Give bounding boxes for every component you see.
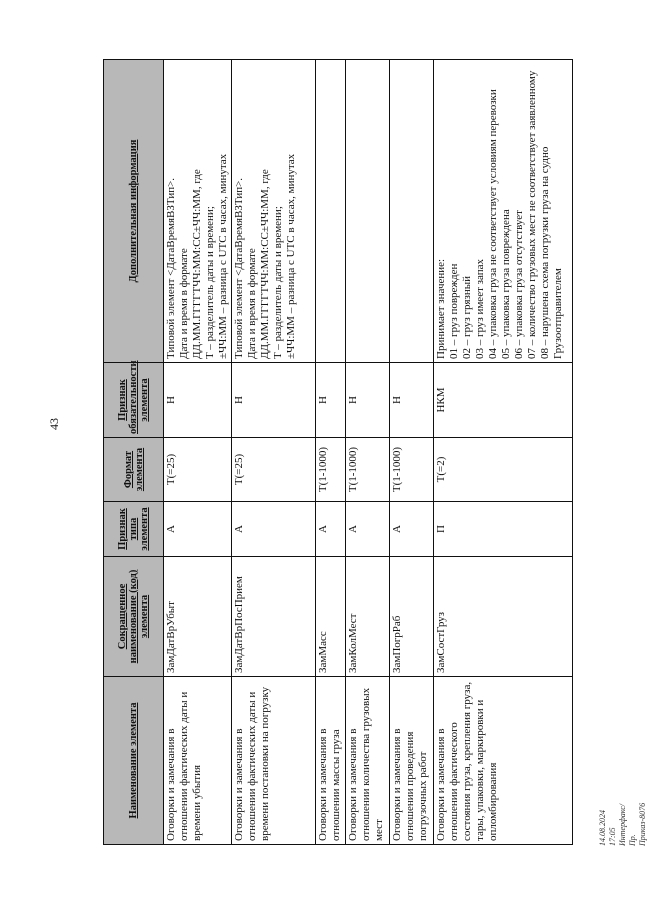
- cell-name: Оговорки и замечания в отношении фактических даты и времени убытия: [164, 677, 232, 845]
- cell-format: T(1-1000): [390, 438, 434, 502]
- header-name: Наименование элемента: [104, 677, 164, 845]
- cell-code: ЗамДатВрПосПрием: [232, 557, 316, 677]
- cell-name: Оговорки и замечания в отношении фактических даты и времени постановки на погрузку: [232, 677, 316, 845]
- cell-info: Принимает значение: 01 – груз поврежден 02 – груз грязный 03 – груз имеет запах 04 – упаковка груза не соответствует условиям перевозки 05 – упаковка груза повреждена 06 – упаковка груза отсутствует 07 – количество грузовых мест не соответствует заявленному 08 – нарушена схема погрузки груза на судно Грузоотправителем: [434, 60, 573, 363]
- table-row: [434, 60, 573, 845]
- cell-format: T(=25): [232, 438, 316, 502]
- cell-code: ЗамПогрРаб: [390, 557, 434, 677]
- cell-format: T(1-1000): [316, 438, 346, 502]
- cell-name: Оговорки и замечания в отношении проведения погрузочных работ: [390, 677, 434, 845]
- cell-format: T(=25): [164, 438, 232, 502]
- footer-source: Интерфакс/Пр. Приказ-8076: [618, 802, 647, 846]
- page-number: 43: [47, 418, 61, 430]
- header-code: Сокращенное наименование (код) элемента: [104, 557, 164, 677]
- cell-required: НКМ: [434, 363, 573, 438]
- cell-info: Типовой элемент <ДатаВремяВЗТип>. Дата и время в формате ДД.ММ.ГГГГTЧЧ:ММ:СС±ЧЧ:ММ, где T – разделитель даты и времени; ±ЧЧ:ММ – разница с UTC в часах, минутах: [164, 60, 232, 363]
- cell-required: Н: [390, 363, 434, 438]
- cell-type: А: [316, 502, 346, 557]
- cell-info: Типовой элемент <ДатаВремяВЗТип>. Дата и время в формате ДД.ММ.ГГГГTЧЧ:ММ:СС±ЧЧ:ММ, где T – разделитель даты и времени; ±ЧЧ:ММ – разница с UTC в часах, минутах: [232, 60, 316, 363]
- header-type: Признак типа элемента: [104, 502, 164, 557]
- cell-code: ЗамДатВрУбыт: [164, 557, 232, 677]
- elements-table: [103, 59, 573, 845]
- cell-type: А: [164, 502, 232, 557]
- table-row: [346, 60, 390, 845]
- header-row: [104, 60, 164, 845]
- cell-name: Оговорки и замечания в отношении фактического состояния груза, крепления груза, тары, упаковки, маркировки и опломбирования: [434, 677, 573, 845]
- cell-info: [316, 60, 346, 363]
- cell-type: П: [434, 502, 573, 557]
- cell-format: T(1-1000): [346, 438, 390, 502]
- table-row: [390, 60, 434, 845]
- cell-type: А: [346, 502, 390, 557]
- cell-format: T(=2): [434, 438, 573, 502]
- cell-code: ЗамСостГруз: [434, 557, 573, 677]
- cell-required: Н: [316, 363, 346, 438]
- cell-required: Н: [232, 363, 316, 438]
- cell-type: А: [232, 502, 316, 557]
- table-row: [316, 60, 346, 845]
- cell-name: Оговорки и замечания в отношении количества грузовых мест: [346, 677, 390, 845]
- header-info: Дополнительная информация: [104, 60, 164, 363]
- cell-info: [390, 60, 434, 363]
- table-row: [232, 60, 316, 845]
- cell-type: А: [390, 502, 434, 557]
- cell-code: ЗамМасс: [316, 557, 346, 677]
- cell-info: [346, 60, 390, 363]
- cell-required: Н: [164, 363, 232, 438]
- header-required: Признак обязательности элемента: [104, 363, 164, 438]
- table-row: [164, 60, 232, 845]
- footer-date: 14.08.2024 17:05: [598, 810, 617, 846]
- cell-name: Оговорки и замечания в отношении массы груза: [316, 677, 346, 845]
- footer-stamp: [598, 803, 648, 846]
- cell-code: ЗамКолМест: [346, 557, 390, 677]
- header-format: Формат элемента: [104, 438, 164, 502]
- cell-required: Н: [346, 363, 390, 438]
- rotated-table-container: [103, 60, 573, 845]
